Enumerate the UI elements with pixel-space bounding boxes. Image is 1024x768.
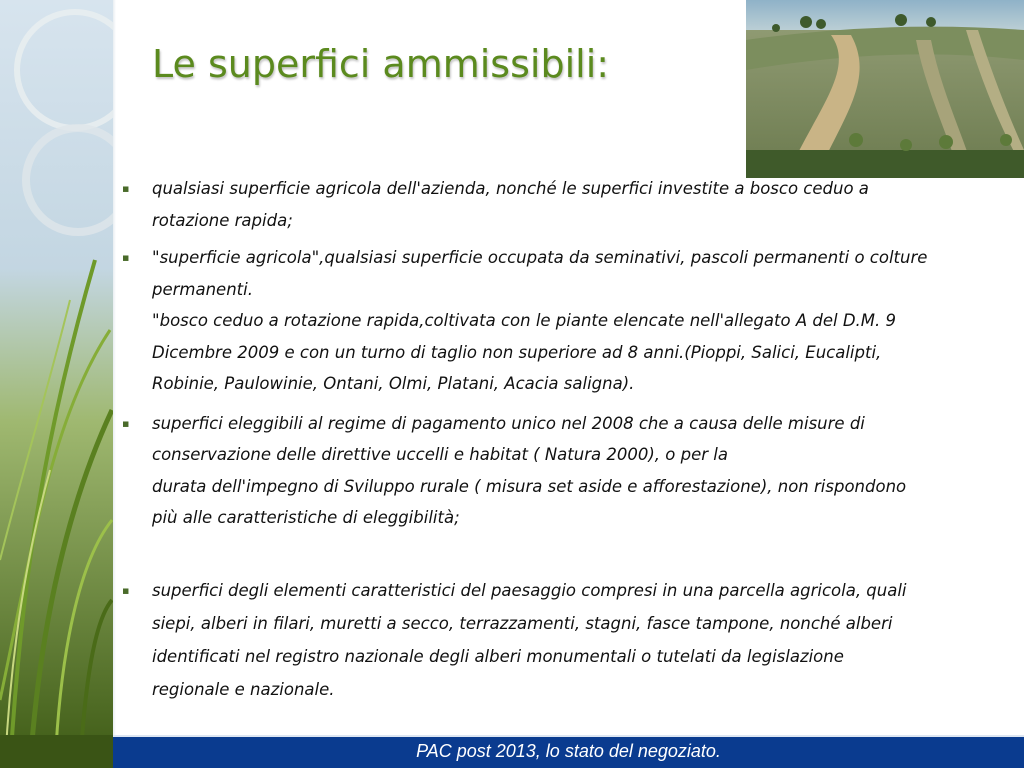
bullet-line: superfici eleggibili al regime di pagamento unico nel 2008 che a causa delle misure di xyxy=(152,413,865,433)
bullet-item xyxy=(118,574,1018,706)
strip-divider xyxy=(113,0,116,735)
bullet-line: permanenti. xyxy=(152,279,253,299)
page-title: Le superfici ammissibili: xyxy=(152,42,610,86)
bullet-line: "superficie agricola",qualsiasi superficie occupata da seminativi, pascoli permanenti o colture xyxy=(152,248,928,267)
bullet-line: identificati nel registro nazionale degli alberi monumentali o tutelati da legislazione xyxy=(152,646,844,666)
footer-text: PAC post 2013, lo stato del negoziato. xyxy=(416,741,721,761)
bullet-marker: ▪ xyxy=(122,416,130,430)
footer-left-block xyxy=(0,735,113,768)
bullet-marker: ▪ xyxy=(122,251,130,264)
bullet-item xyxy=(118,242,1018,400)
bullet-item xyxy=(118,408,1018,534)
bullet-marker: ▪ xyxy=(122,583,130,597)
landscape-fields-photo xyxy=(746,0,1024,178)
footer-bar xyxy=(113,735,1024,768)
bullet-line: Dicembre 2009 e con un turno di taglio non superiore ad 8 anni.(Pioppi, Salici, Eucalipti, xyxy=(152,342,882,362)
bullet-marker: ▪ xyxy=(122,182,130,195)
bullet-item xyxy=(118,173,1018,236)
bullet-line: superfici degli elementi caratteristici del paesaggio compresi in una parcella agricola, quali xyxy=(152,580,907,600)
bullet-line: "bosco ceduo a rotazione rapida,coltivata con le piante elencate nell'allegato A del D.M. 9 xyxy=(152,311,896,330)
bullet-line: rotazione rapida; xyxy=(152,210,293,230)
bullet-line: qualsiasi superficie agricola dell'azienda, nonché le superfici investite a bosco ceduo a xyxy=(152,179,869,198)
grass-decoration-icon xyxy=(0,0,113,768)
bullet-line: Robinie, Paulowinie, Ontani, Olmi, Platani, Acacia saligna). xyxy=(152,374,635,393)
bullet-line: siepi, alberi in filari, muretti a secco, terrazzamenti, stagni, fasce tampone, nonché alberi xyxy=(152,613,893,633)
bullet-line: conservazione delle direttive uccelli e habitat ( Natura 2000), o per la xyxy=(152,445,728,464)
bullet-line: durata dell'impegno di Sviluppo rurale ( misura set aside e afforestazione), non rispondono xyxy=(152,476,907,496)
bullet-list xyxy=(118,173,1018,706)
decorative-grass-strip xyxy=(0,0,113,768)
bullet-line: regionale e nazionale. xyxy=(152,679,335,699)
bullet-line: più alle caratteristiche di eleggibilità; xyxy=(152,508,460,527)
